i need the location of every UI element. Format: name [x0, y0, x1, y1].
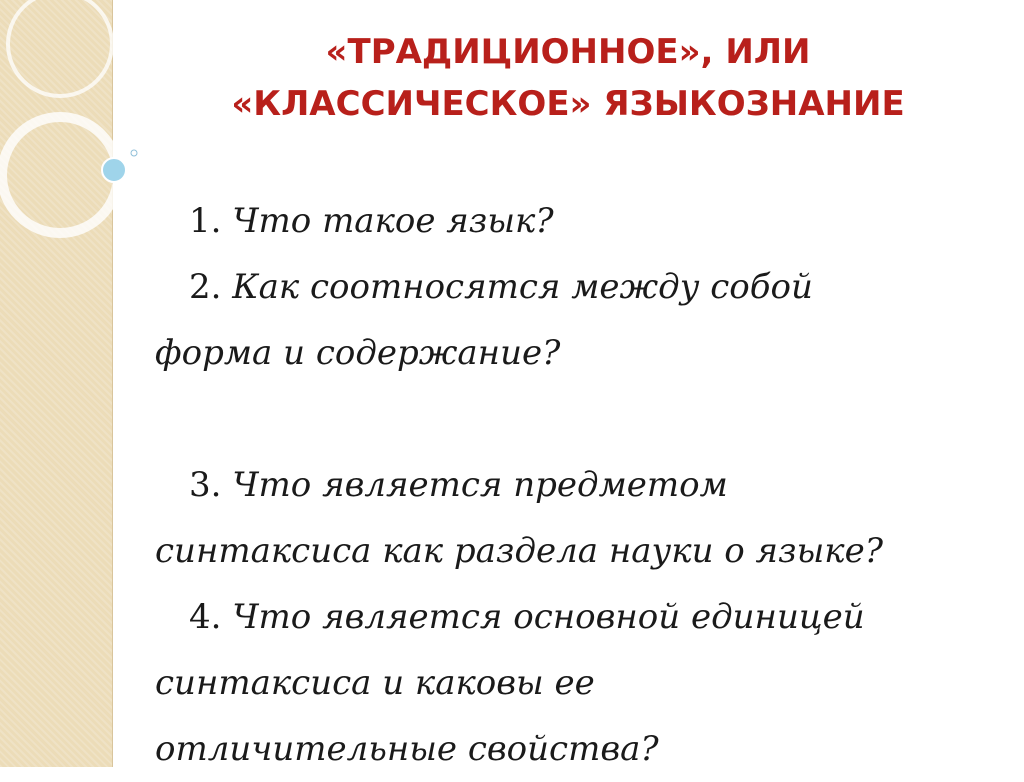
decorative-bubble — [102, 158, 126, 182]
question-1 — [155, 188, 985, 254]
question-4 — [155, 584, 985, 650]
slide-title-line-2: «КЛАССИЧЕСКОЕ» ЯЗЫКОЗНАНИЕ — [231, 84, 905, 124]
question-2-continuation: форма и содержание? — [155, 333, 561, 373]
decorative-bubble-small — [131, 150, 137, 156]
question-4-continuation-2: отличительные свойства? — [155, 729, 659, 769]
question-2 — [155, 254, 985, 320]
question-text: Что является предметом — [232, 465, 728, 505]
slide-title — [112, 26, 1024, 130]
question-number: 2. — [189, 267, 222, 307]
spacer — [155, 386, 985, 452]
slide-title-line-1: «ТРАДИЦИОННОЕ», ИЛИ — [325, 32, 811, 72]
question-text: Что такое язык? — [232, 201, 554, 241]
decorative-ring-middle — [2, 117, 118, 233]
question-number: 1. — [189, 201, 222, 241]
question-text: Что является основной единицей — [232, 597, 865, 637]
question-3 — [155, 452, 985, 518]
question-4-continuation: синтаксиса и каковы ее — [155, 663, 595, 703]
decorative-ring-top — [8, 0, 112, 96]
question-list — [155, 188, 985, 782]
question-text: Как соотносятся между собой — [232, 267, 813, 307]
question-3-continuation: синтаксиса как раздела науки о языке? — [155, 531, 883, 571]
question-number: 4. — [189, 597, 222, 637]
question-number: 3. — [189, 465, 222, 505]
